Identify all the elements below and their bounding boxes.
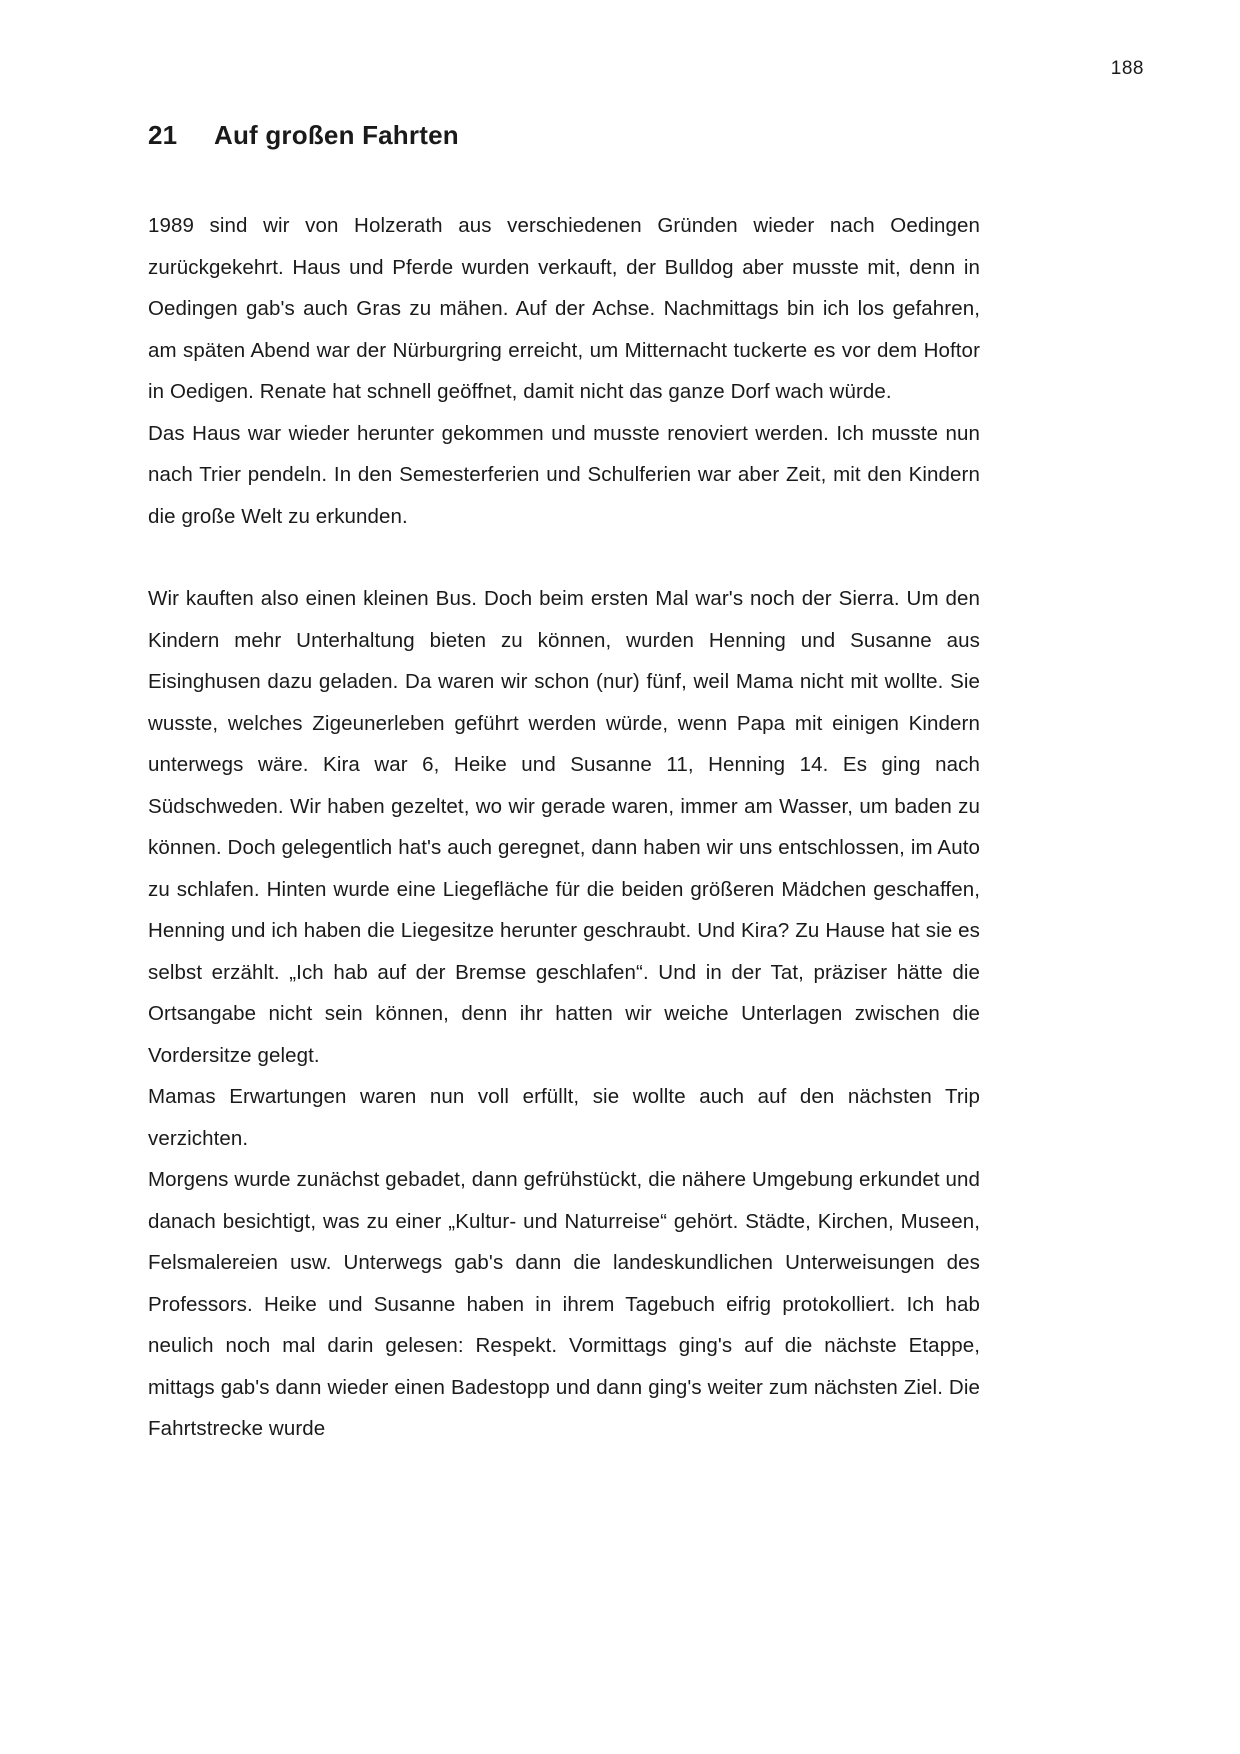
page-title <box>148 120 980 151</box>
paragraph: Mamas Erwartungen waren nun voll erfüllt, sie wollte auch auf den nächsten Trip verzichten. <box>148 1085 980 1150</box>
paragraph: Morgens wurde zunächst gebadet, dann gefrühstückt, die nähere Umgebung erkundet und danach besichtigt, was zu einer „Kultur- und Naturreise“ gehört. Städte, Kirchen, Museen, Felsmalereien usw. Unterwegs gab's dann die landeskundlichen Unterweisungen des Professors. Heike und Susanne haben in ihrem Tagebuch eifrig protokolliert. Ich hab neulich noch mal darin gelesen: Respekt. Vormittags ging's auf die nächste Etappe, mittags gab's dann wieder einen Badestopp und dann ging's weiter zum nächsten Ziel. Die Fahrtstrecke wurde <box>148 1168 980 1441</box>
paragraph: Wir kauften also einen kleinen Bus. Doch beim ersten Mal war's noch der Sierra. Um den Kindern mehr Unterhaltung bieten zu können, wurden Henning und Susanne aus Eisinghusen dazu geladen. Da waren wir schon (nur) fünf, weil Mama nicht mit wollte. Sie wusste, welches Zigeunerleben geführt werden würde, wenn Papa mit einigen Kindern unterwegs wäre. Kira war 6, Heike und Susanne 11, Henning 14. Es ging nach Südschweden. Wir haben gezeltet, wo wir gerade waren, immer am Wasser, um baden zu können. Doch gelegentlich hat's auch geregnet, dann haben wir uns entschlossen, im Auto zu schlafen. Hinten wurde eine Liegefläche für die beiden größeren Mädchen geschaffen, Henning und ich haben die Liegesitze herunter geschraubt. Und Kira? Zu Hause hat sie es selbst erzählt. „Ich hab auf der Bremse geschlafen“. Und in der Tat, präziser hätte die Ortsangabe nicht sein können, denn ihr hatten wir weiche Unterlagen zwischen die Vordersitze gelegt. <box>148 587 980 1067</box>
page-number: 188 <box>1110 58 1144 79</box>
chapter-title-text: Auf großen Fahrten <box>214 120 459 150</box>
paragraph: Das Haus war wieder herunter gekommen und musste renoviert werden. Ich musste nun nach Trier pendeln. In den Semesterferien und Schulferien war aber Zeit, mit den Kindern die große Welt zu erkunden. <box>148 421 980 528</box>
paragraph: 1989 sind wir von Holzerath aus verschiedenen Gründen wieder nach Oedingen zurückgekehrt. Haus und Pferde wurden verkauft, der Bulldog aber musste mit, denn in Oedingen gab's auch Gras zu mähen. Auf der Achse. Nachmittags bin ich los gefahren, am späten Abend war der Nürburgring erreicht, um Mitternacht tuckerte es vor dem Hoftor in Oedigen. Renate hat schnell geöffnet, damit nicht das ganze Dorf wach würde. <box>148 214 980 404</box>
body-text <box>148 205 980 1450</box>
chapter-number: 21 <box>148 120 178 150</box>
page-content <box>148 120 980 1450</box>
